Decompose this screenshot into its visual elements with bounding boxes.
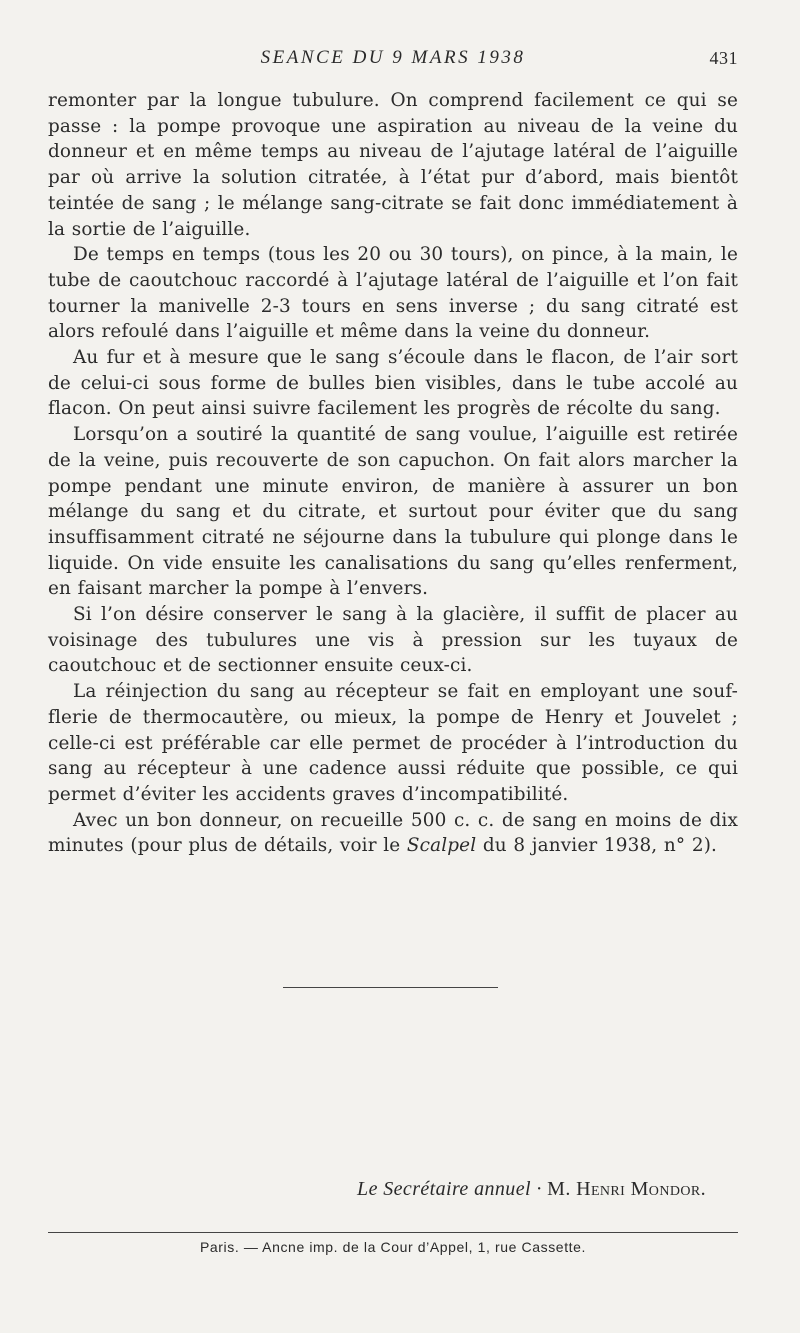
footer-rule — [48, 1232, 738, 1233]
paragraph-7 — [48, 808, 738, 859]
body-text — [48, 88, 738, 859]
paragraph-6: La réinjection du sang au récepteur se fait en employant une souf-flerie de thermocautère, ou mieux, la pompe de Henry et Jouvelet ; celle-ci est préférable car elle permet de procéder à l’introduction du sang au récepteur à une cadence aussi réduite que possible, ce qui permet d’éviter les accidents graves d’incompatibilité. — [48, 681, 738, 805]
paragraph-4: Lorsqu’on a soutiré la quantité de sang voulue, l’aiguille est retirée de la veine, puis recouverte de son capuchon. On fait alors marcher la pompe pendant une minute environ, de manière à assurer un bon mélange du sang et du citrate, et surtout pour éviter que du sang insuffisamment citraté ne séjourne dans la tubulure qui plonge dans le liquide. On vide ensuite les canalisations du sang qu’elles renferment, en faisant marcher la pompe à l’envers. — [48, 424, 738, 600]
running-header — [48, 47, 738, 73]
paragraph-3: Au fur et à mesure que le sang s’écoule dans le flacon, de l’air sort de celui-ci sous forme de bulles bien visibles, dans le tube accolé au flacon. On peut ainsi suivre facilement les progrès de récolte du sang. — [48, 347, 738, 420]
paragraph-2: De temps en temps (tous les 20 ou 30 tours), on pince, à la main, le tube de caoutchouc raccordé à l’ajutage latéral de l’aiguille et l’on fait tourner la manivelle 2-3 tours en sens inverse ; du sang citraté est alors refoulé dans l’aiguille et même dans la veine du donneur. — [48, 244, 738, 343]
printer-imprint: Paris. — Ancne imp. de la Cour d’Appel, 1, rue Cassette. — [199, 1239, 587, 1255]
journal-title: Scalpel — [406, 835, 477, 857]
section-divider — [283, 987, 498, 988]
signature — [357, 1178, 706, 1201]
paragraph-7-after: du 8 janvier 1938, n° 2). — [476, 835, 718, 857]
paragraph-1: remonter par la longue tubulure. On comprend facilement ce qui se passe : la pompe provoque une aspiration au niveau de la veine du donneur et en même temps au niveau de l’ajutage latéral de l’aiguille par où arrive la solution citratée, à l’état pur d’abord, mais bientôt teintée de sang ; le mélange sang-citrate se fait donc immédiatement à la sortie de l’aiguille. — [48, 90, 738, 240]
header-title: SEANCE DU 9 MARS 1938 — [260, 47, 526, 68]
page-number: 431 — [709, 48, 738, 68]
paragraph-5: Si l’on désire conserver le sang à la glacière, il suffit de placer au voisinage des tubulures une vis à pression sur les tuyaux de caoutchouc et de sectionner ensuite ceux-ci. — [48, 604, 738, 677]
signature-role: Le Secrétaire annuel · — [357, 1178, 542, 1200]
signature-name: M. Henri Mondor. — [547, 1178, 706, 1200]
paragraph-7-before: Avec un bon donneur, on recueille 500 c. c. de sang en moins de dix minutes (pour plus de détails, voir le — [48, 809, 738, 857]
